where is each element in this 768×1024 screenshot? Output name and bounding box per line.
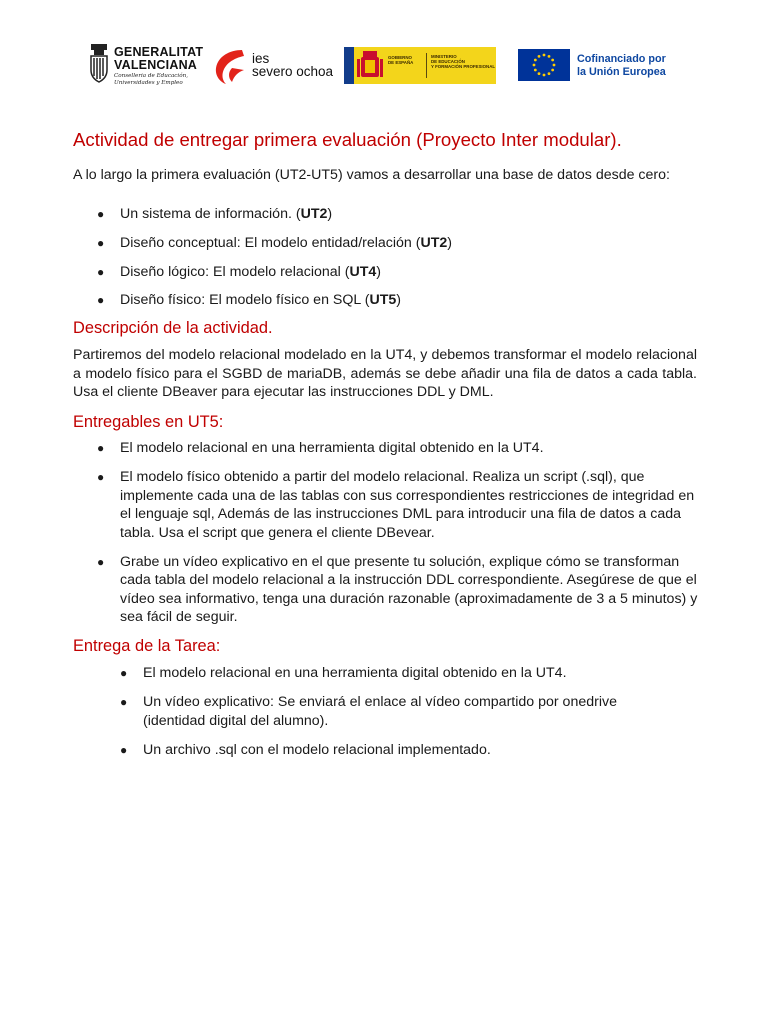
min-line3: Y FORMACIÓN PROFESIONAL	[431, 64, 496, 69]
units-list	[97, 205, 453, 310]
eu-star-icon	[533, 64, 536, 67]
eu-line2: la Unión Europea	[577, 66, 666, 78]
description-paragraph: Partiremos del modelo relacional modelado en la UT4, y debemos transformar el modelo relacional a modelo físico para el SGBD de mariaDB, además se debe añadir una fila de datos a cada tabla. Usa el cliente DBeaver para ejecutar las instrucciones DDL y DML.	[73, 347, 697, 400]
list-item: ● El modelo relacional en una herramienta digital obtenido en la UT4.	[120, 665, 567, 681]
eu-star-icon	[534, 69, 537, 72]
list-item: ● Diseño conceptual: El modelo entidad/relación (UT2)	[97, 234, 453, 251]
eu-star-icon	[553, 64, 556, 67]
gov-line1: GOBIERNO	[388, 55, 412, 60]
gva-sub1: Conselleria de Educación,	[114, 73, 188, 79]
min-line2: DE EDUCACIÓN	[431, 59, 465, 64]
generalitat-valenciana-logo	[88, 44, 204, 88]
min-line1: MINISTERIO	[431, 54, 457, 59]
list-item: ● Grabe un vídeo explicativo en el que presente tu solución, explique cómo se transforman cada tabla del modelo relacional a la instrucción DDL correspondiente. Asegúrese de que el vídeo sea informativo, tenga una duración razonable (aproximadamente de 3 a 5 minutos) y sea fácil de seguir.	[97, 553, 698, 625]
spain-coat-of-arms-icon	[357, 51, 383, 81]
list-item: ● Un vídeo explicativo: Se enviará el enlace al vídeo compartido por onedrive (identidad digital del alumno).	[120, 694, 617, 729]
deliverables-heading: Entregables en UT5:	[73, 413, 224, 431]
intro-paragraph: A lo largo la primera evaluación (UT2-UT5) vamos a desarrollar una base de datos desde cero:	[73, 167, 670, 183]
gva-line1: GENERALITAT	[114, 45, 204, 59]
eu-star-icon	[548, 72, 551, 75]
deliverables-list	[97, 439, 698, 627]
list-item: ● Un archivo .sql con el modelo relacional implementado.	[120, 741, 491, 758]
gva-shield-icon	[88, 44, 110, 84]
eu-star-icon	[538, 72, 541, 75]
eu-line1: Cofinanciado por	[577, 53, 666, 65]
ies-severo-ochoa-logo	[212, 46, 338, 86]
eu-star-icon	[534, 59, 537, 62]
submission-heading: Entrega de la Tarea:	[73, 637, 221, 655]
header-logos	[0, 40, 768, 90]
eu-star-icon	[551, 69, 554, 72]
page-title: Actividad de entregar primera evaluación (Proyecto Inter modular).	[73, 129, 622, 150]
list-item: ● Un sistema de información. (UT2)	[97, 206, 333, 222]
eu-star-icon	[538, 55, 541, 58]
gov-line2: DE ESPAÑA	[388, 60, 414, 65]
eu-star-icon	[543, 74, 546, 77]
eu-star-icon	[548, 55, 551, 58]
eu-strip	[344, 47, 354, 84]
description-heading: Descripción de la actividad.	[73, 319, 273, 337]
ies-swoosh-icon	[212, 46, 248, 86]
eu-flag-icon	[518, 49, 570, 81]
gva-line2: VALENCIANA	[114, 58, 198, 72]
ies-line2: severo ochoa	[252, 64, 334, 79]
ministerio-educacion-logo	[344, 47, 496, 84]
eu-star-icon	[543, 54, 546, 57]
list-item: ● Diseño lógico: El modelo relacional (UT4)	[97, 263, 382, 280]
list-item: ● El modelo relacional en una herramienta digital obtenido en la UT4.	[97, 440, 544, 456]
gva-sub2: Universidades y Empleo	[114, 79, 183, 86]
ies-line1: ies	[252, 51, 270, 66]
eu-cofinanciado-logo	[518, 49, 688, 83]
list-item: ● El modelo físico obtenido a partir del modelo relacional. Realiza un script (.sql), que implemente cada una de las tablas con sus correspondientes restricciones de integridad en el lenguaje sql, Además de las instrucciones DML para introducir una fila de datos a cada tabla. Usa el script que genera el cliente DBevear.	[97, 469, 695, 541]
submission-list	[120, 664, 683, 759]
list-item: ● Diseño físico: El modelo físico en SQL (UT5)	[97, 292, 401, 309]
eu-star-icon	[551, 59, 554, 62]
